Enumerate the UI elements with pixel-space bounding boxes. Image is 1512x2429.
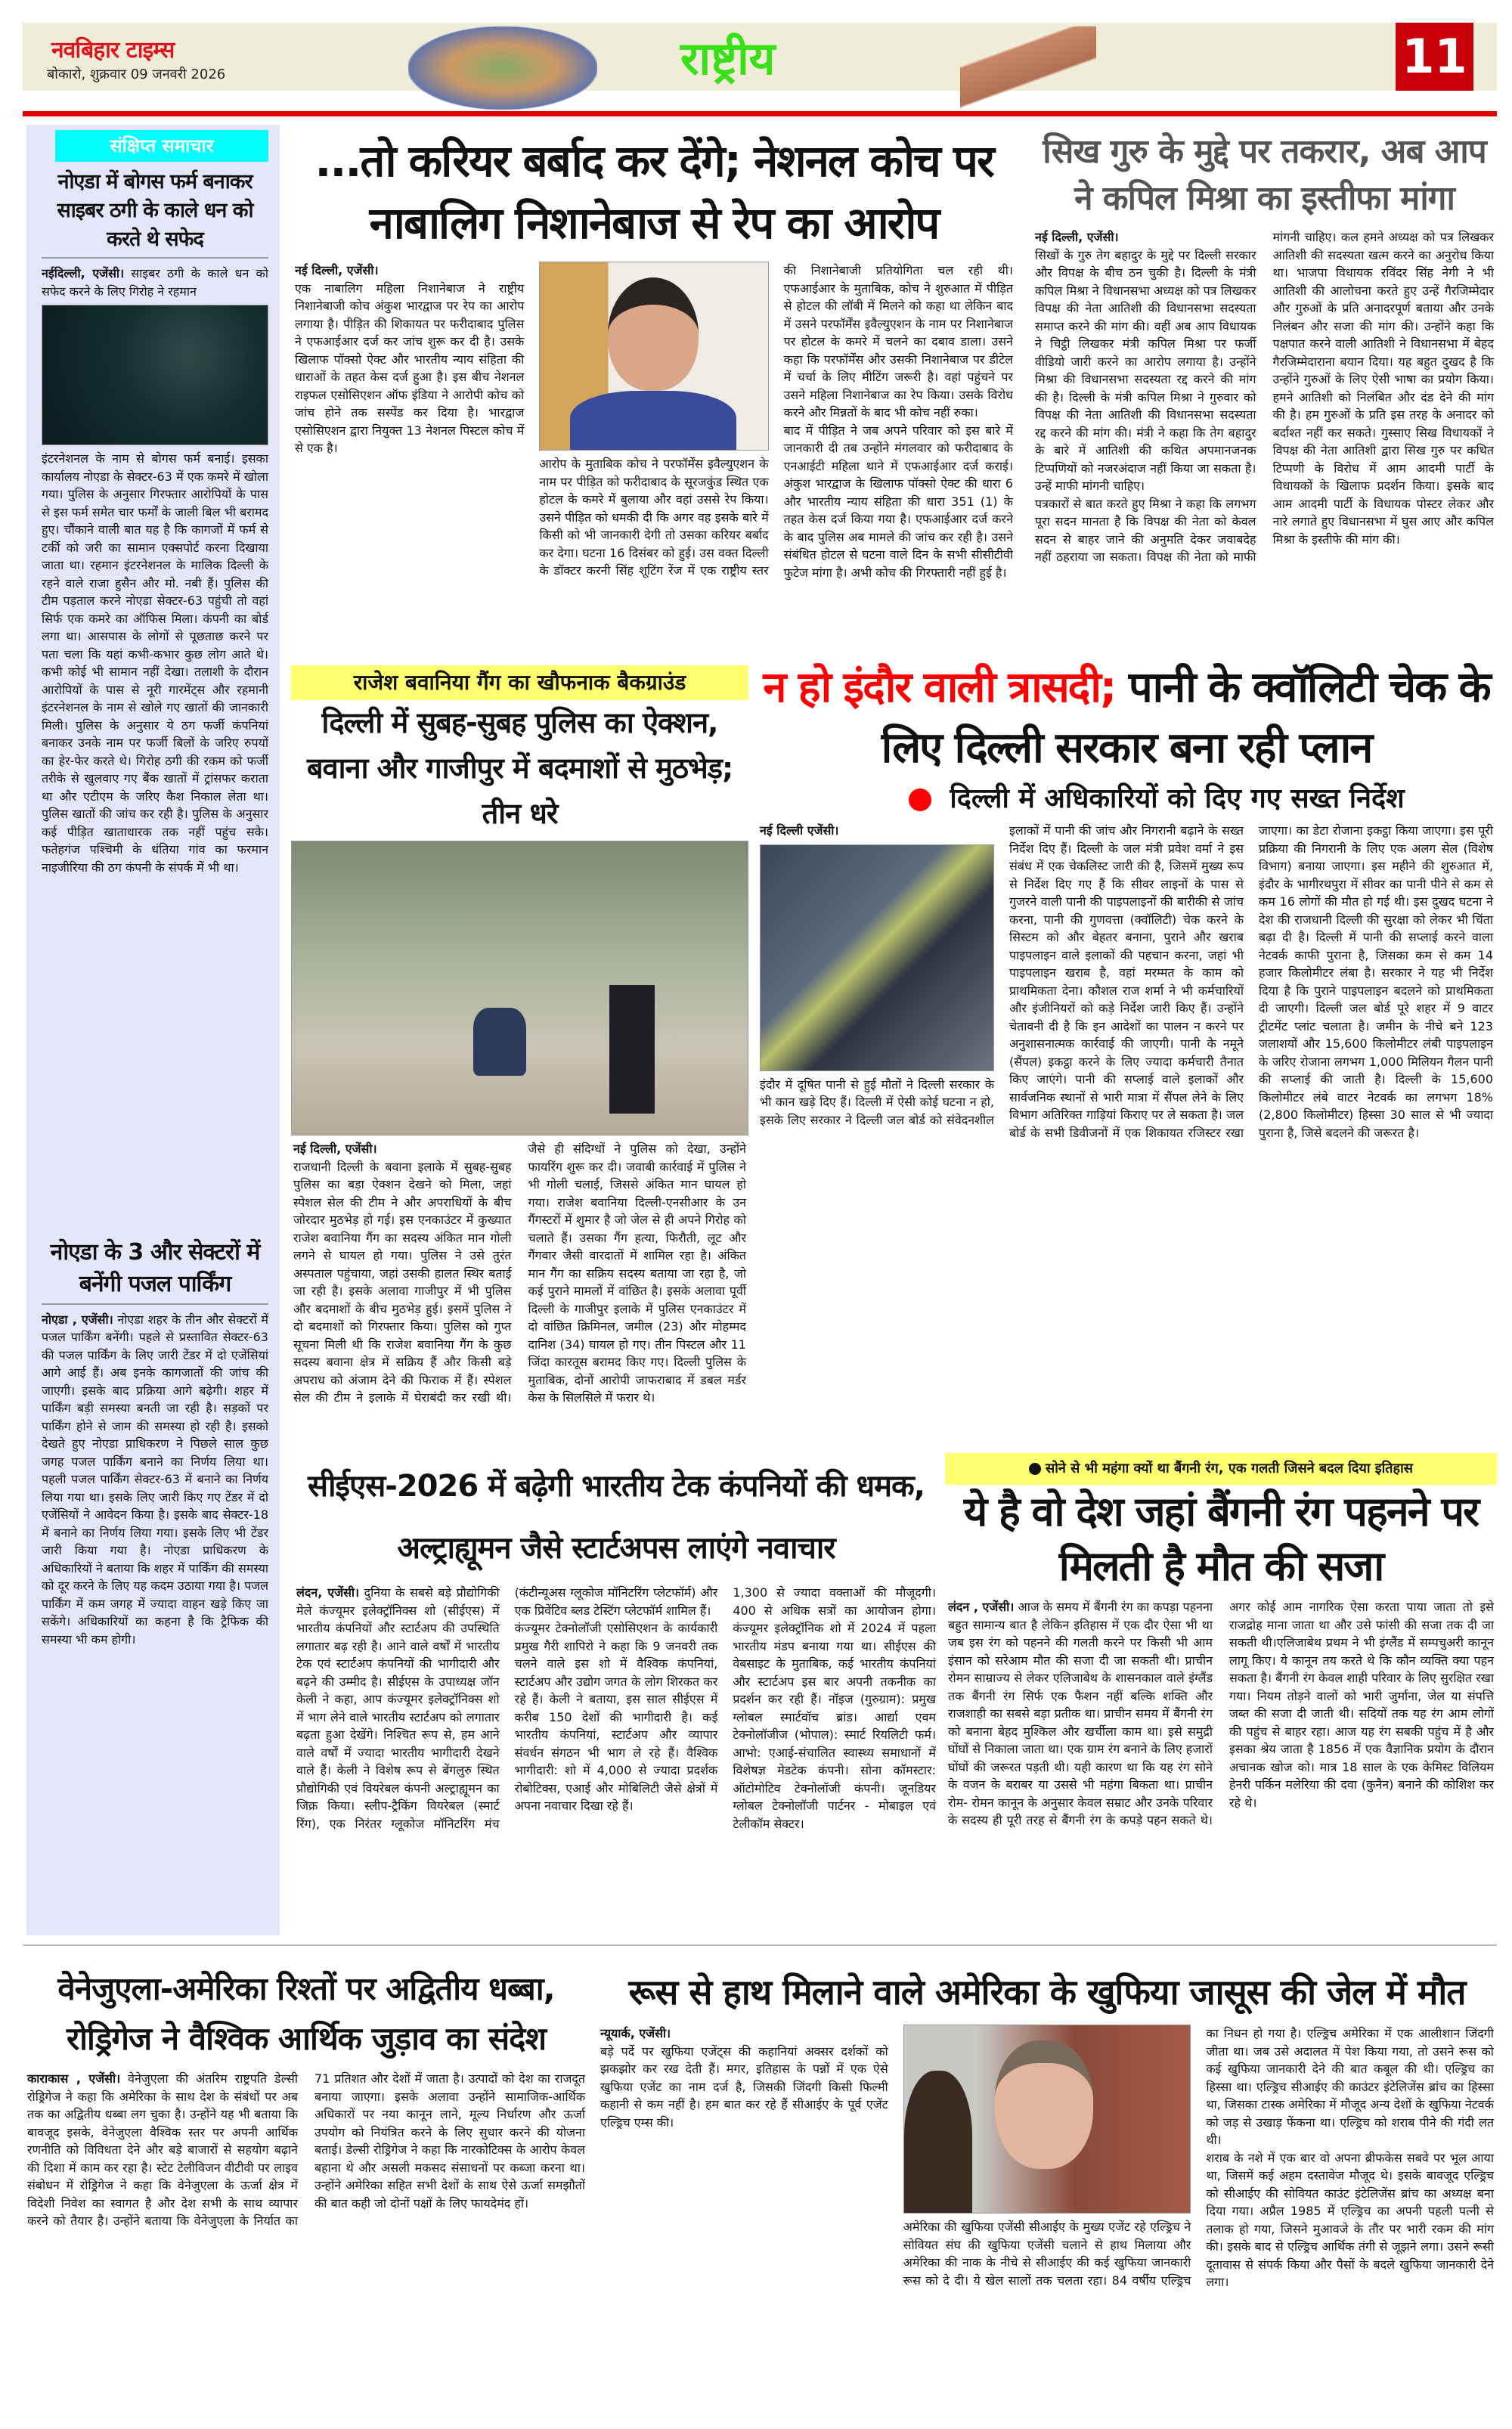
paragraph: शराब के नशे में एक बार वो अपना ब्रीफकेस सबवे पर भूल आया था, जिसमें कई अहम दस्तावेज मौजूद थे। इसके बावजूद एल्ड्रिच को सीआईए की सोवियत काउंट इंटेलिजेंस ब्रांच का अध्यक्ष बना दिया गया। अप्रैल 1985 में एल्ड्रिच का अपनी पहली पत्नी से तलाक हो गया, जिसने मुआवजे के तौर पर भारी रकम की मांग की। इसके बाद से एल्ड्रिच आर्थिक तंगी से जूझने लगा। उसने रूसी दूतावास से संपर्क किया और पैसों के बदले खुफिया जानकारी देने लगा। <box>1206 2150 1494 2289</box>
story-coach-block <box>295 130 1013 584</box>
coach-photo <box>539 262 768 451</box>
story-sikh-block <box>1032 129 1497 650</box>
kicker-text: सोने से भी महंगा क्यों था बैंगनी रंग, एक गलती जिसने बदल दिया इतिहास <box>1046 1461 1413 1476</box>
dateline: नईदिल्ली, एजेंसी। <box>42 266 125 280</box>
headline-spy: रूस से हाथ मिलाने वाले अमेरिका के खुफिया जासूस की जेल में मौत <box>628 1972 1466 2012</box>
story-purple <box>945 1598 1497 1935</box>
story-bawania <box>291 1140 748 1433</box>
story-indore <box>756 822 1497 1436</box>
paragraph: आज के समय में बैंगनी रंग का कपड़ा पहनना बहुत सामान्य बात है लेकिन इतिहास में एक दौर ऐसा भी था जब इस रंग को पहनने की गलती करने पर किसी भी आम इंसान को सरेआम मौत की सजा दी जा सकती थी। प्राचीन रोमन साम्राज्य से लेकर एलिजाबेथ के शासनकाल वाले इंग्लैंड तक बैंगनी रंग सिर्फ एक फैशन नहीं बल्कि शक्ति और राजशाही का सबसे बड़ा प्रतीक था। प्राचीन समय में बैंगनी रंग को बनाना बेहद मुश्किल और खर्चीला काम था। इसे समुद्री घोंघों से निकाला जाता था। एक ग्राम रंग बनाने के लिए हजारों घोंघों की जरूरत पड़ती थी। यही कारण था कि यह रंग सोने के वजन के बराबर या उससे भी महंगा बिकता था। प्राचीन रोम- रोमन कानून के अनुसार केवल सम्राट और उनके परिवार के सदस्य ही पूरी तरह से बैंगनी रंग के कपड़े पहन सकते थे। अगर कोई आम नागरिक ऐसा करता पाया जाता तो इसे राजद्रोह माना जाता था और उसे फांसी की सजा तक दी जा सकती थी।एलिजाबेथ प्रथम ने भी इंग्लैंड में सम्पचुअरी कानून लागू किए। ये कानून तय करते थे कि कौन व्यक्ति क्या पहन सकता है। बैंगनी रंग केवल शाही परिवार के लिए सुरक्षित रखा गया। नियम तोड़ने वालों को भारी जुर्माना, जेल या संपत्ति जब्त की सजा दी जाती थी। सदियों तक यह रंग आम लोगों की पहुंच से बाहर रहा। आज यह रंग सबकी पहुंच में है और इसका श्रेय जाता है 1856 में एक वैज्ञानिक प्रयोग के दौरान अचानक खोज को। मात्र 18 साल के एक केमिस्ट विलियम हेनरी पर्किन मलेरिया की दवा (कुनैन) बनाने की कोशिश कर रहे थे। <box>948 1600 1494 1827</box>
sidebar-headline-parking: नोएडा के 3 और सेक्टरों में बनेंगी पजल पार्किंग <box>50 1238 260 1297</box>
newspaper-brand: नवबिहार टाइम्स <box>51 37 175 64</box>
edition-dateline: बोकारो, शुक्रवार 09 जनवरी 2026 <box>47 67 226 82</box>
paragraph: सिखों के गुरु तेग बहादुर के मुद्दे पर दिल्ली सरकार और विपक्ष के बीच ठन चुकी है। दिल्ली के मंत्री कपिल मिश्रा ने विधानसभा अध्यक्ष को पत्र लिखकर विपक्ष की नेता आतिशी की विधानसभा सदस्यता समाप्त करने की मांग की। वहीं अब आप विधायक ने चिट्ठी लिखकर मंत्री कपिल मिश्रा पर फर्जी वीडियो जारी करने का आरोप लगाया है। उन्होंने मिश्रा की विधानसभा सदस्यता रद्द करने की मांग की है। दिल्ली के मंत्री कपिल मिश्रा ने गुरुवार को विपक्ष की नेता आतिशी की विधानसभा सदस्यता रद्द करने की मांग की। मंत्री ने कहा कि तेग बहादुर के बारे में आतिशी की कथित अपमानजनक टिप्पणियों को नजरअंदाज नहीं किया जा सकता है। उन्हें माफी मांगनी चाहिए। <box>1035 247 1256 493</box>
paragraph: एक नाबालिग महिला निशानेबाज ने राष्ट्रीय निशानेबाजी कोच अंकुश भारद्वाज पर रेप का आरोप लगाया है। पीड़ित की शिकायत पर फरीदाबाद पुलिस ने एफआईआर दर्ज कर जांच शुरू कर दी है। उसके खिलाफ पॉक्सो ऐक्ट और भारतीय न्याय संहिता की धाराओं के तहत केस दर्ज हुआ है। इस बीच नेशनल राइफल एसोसिएशन ऑफ इंडिया ने आरोपी कोच को जांच होने तक सस्पेंड कर दिया है। भारद्वाज एसोसिएशन द्वारा नियुक्त 13 नेशनल पिस्टल कोच में से एक है। <box>295 280 525 455</box>
dateline: नई दिल्ली एजेंसी। <box>760 823 839 838</box>
paragraph: कंज्यूमर टेक्नोलॉजी एसोसिएशन के कार्यकारी प्रमुख गैरी शापिरो ने कहा कि 9 जनवरी तक चलने वाले इस शो में वैश्विक कंपनियां, स्टार्टअप और उद्योग जगत के लोग शिरकत कर रहे हैं। केली ने बताया, इस साल सीईएस में करीब 150 देशों की भागीदारी है। कई भारतीय कंपनियां, स्टार्टअप और व्यापार संवर्धन संगठन भी भाग ले रहे हैं। वैश्विक भागीदारी: शो में 4,000 से ज्यादा प्रदर्शक रोबोटिक्स, एआई और मोबिलिटी जैसे क्षेत्रों में अपना नवाचार दिखा रहे हैं। <box>514 1621 718 1813</box>
dateline: नई दिल्ली, एजेंसी। <box>295 263 379 277</box>
section-title: राष्ट्रीय <box>680 33 776 85</box>
story-venezuela-block <box>23 1964 590 2421</box>
paragraph: दुनिया के सबसे बड़े प्रौद्योगिकी मेले कंज्यूमर इलेक्ट्रॉनिक्स शो (सीईएस) में भारतीय कंपनियों और स्टार्टअप की उपस्थिति लगातार बढ़ रही है। आने वाले वर्षों में भारतीय टेक एवं स्टार्टअप कंपनियों की भागीदारी और बढ़ने की उम्मीद है। सीईएस के उपाध्यक्ष जॉन केली ने कहा, आप कंज्यूमर इलेक्ट्रॉनिक्स शो में भाग लेने वाले भारतीय स्टार्टअप को लगातार बढ़ता हुआ देखेंगे। निश्चित रूप से, हम आने वाले वर्षों में ज्यादा भारतीय भागीदारी देखने वाले हैं। केली ने विशेष रूप से बेंगलुरु स्थित प्रौद्योगिकी एवं वियरेबल कंपनी अल्ट्राह्यूमन का जिक्र किया। स्लीप-ट्रैकिंग वियरेबल (स्मार्ट रिंग), एक निरंतर ग्लूकोज मॉनिटरिंग मंच (कंटीन्यूअस ग्लूकोज मॉनिटरिंग प्लेटफॉर्म) और एक प्रिवेंटिव ब्लड टेस्टिंग प्लेटफॉर्म शामिल हैं। <box>296 1585 718 1831</box>
story-ces <box>295 1584 937 1935</box>
paragraph: बड़े पर्दे पर खुफिया एजेंट्स की कहानियां अक्सर दर्शकों को झकझोर कर रख देती हैं। मगर, इतिहास के पन्नों में एक ऐसे खुफिया एजेंट का नाम दर्ज है, जिसकी जिंदगी किसी फिल्मी कहानी से कम नहीं है। हम बात कर रहे हैं सीआईए के पूर्व एजेंट एल्ड्रिच एम्स की। <box>600 2043 888 2130</box>
headline-indore-black: पानी के क्वॉलिटी चेक के लिए दिल्ली सरकार बना रही प्लान <box>881 663 1490 773</box>
paragraph: आरोप के मुताबिक कोच ने परफॉर्मेंस इवैल्युएशन के नाम पर पीड़ित को फरीदाबाद के सूरजकुंड स्थित एक होटल के कमरे में बुलाया और वहां उससे रेप किया। उसने पीड़ित को धमकी दी कि अगर वह इसके बारे में किसी को भी जानकारी देगी तो उसका करियर बर्बाद कर देगा। घटना 16 दिसंबर को हुई। उस वक्त दिल्ली के डॉक्टर करनी सिंह शूटिंग रेंज में एक राष्ट्रीय स्तर की निशानेबाजी प्रतियोगिता चल रही थी। एफआईआर के मुताबिक, कोच ने शुरुआत में पीड़ित से होटल की लॉबी में मिलने को कहा था लेकिन बाद में उसने परफॉर्मेंस इवैल्युएशन के नाम पर निशानेबाज पर होटल के कमरे में चलने का दबाव डाला। उसने कहा कि परफॉर्मेंस और उसकी निशानेबाज पर डीटेल में चर्चा के लिए मीटिंग जरूरी है। वहां पहुंचने पर उसने महिला निशानेबाज का रेप किया। उसके विरोध करने और मिन्नतों के बाद भी कोच नहीं रुका। <box>539 263 1013 578</box>
story-purple-block <box>945 1453 1497 1935</box>
headline-ces: सीईएस-2026 में बढ़ेगी भारतीय टेक कंपनियों की धमक, अल्ट्राह्यूमन जैसे स्टार्टअपस लाएंगे नवाचार <box>308 1469 925 1566</box>
encounter-scene-photo <box>291 841 748 1135</box>
paragraph: राजधानी दिल्ली के बवाना इलाके में सुबह-सुबह पुलिस का बड़ा ऐक्शन देखने को मिला, जहां स्पेशल सेल की टीम ने और अपराधियों के बीच जोरदार मुठभेड़ हो गई। इस एनकाउंटर में कुख्यात राजेश बवानिया गैंग का सदस्य अंकित मान गोली लगने से घायल हो गया। पुलिस ने उसे तुरंत अस्पताल पहुंचाया, जहां उसकी हालत स्थिर बताई जा रही है। इसके अलावा गाजीपुर में भी पुलिस और बदमाशों के बीच मुठभेड़ हुई। इसमें पुलिस ने दो बदमाशों को गिरफ्तार किया। पुलिस को गुप्त सूचना मिली थी कि राजेश बवानिया गैंग के कुछ सदस्य बवाना क्षेत्र में सक्रिय हैं और किसी बड़े अपराध को अंजाम देने की फिराक में हैं। स्पेशल सेल की टीम ने इलाके में घेराबंदी कर रखी थी। जैसे ही संदिग्धों ने पुलिस को देखा, उन्होंने फायरिंग शुरू कर दी। जवाबी कार्रवाई में पुलिस ने भी गोली चलाई, जिससे अंकित मान घायल हो गया। राजेश बवानिया दिल्ली-एनसीआर के उन गैंगस्टरों में शुमार है जो जेल से ही अपने गिरोह को चलाते हैं। उसका गैंग हत्या, फिरौती, लूट और गैंगवार जैसी वारदातों में शामिल रहा है। अंकित मान गैंग का सक्रिय सदस्य बताया जा रहा है, जो कई पुराने मामलों में वांछित है। इसके अलावा पूर्वी दिल्ली के गाजीपुर इलाके में पुलिस एनकाउंटर में दो वांछित क्रिमिनल, जमील (23) और मोहम्मद दानिश (34) घायल हो गए। तीन पिस्टल और 11 जिंदा कारतूस बरामद किए गए। दिल्ली पुलिस के मुताबिक, दोनों आरोपी जाफराबाद में डबल मर्डर केस के सिलसिले में फरार थे। <box>293 1142 746 1405</box>
hacker-photo <box>42 305 268 445</box>
header-divider <box>23 111 1497 116</box>
sidebar-column <box>42 130 268 1933</box>
sidebar-headline-cyber: नोएडा में बोगस फर्म बनाकर साइबर ठगी के काले धन को करते थे सफेद <box>57 170 253 251</box>
dateline: नई दिल्ली, एजेंसी। <box>1035 230 1119 244</box>
body-text: इंटरनेशनल के नाम से बोगस फर्म बनाई। इसका कार्यालय नोएडा के सेक्टर-63 में एक कमरे में खोला गया। पुलिस के अनुसार गिरफ्तार आरोपियों के पास से इस फर्म समेत चार फर्मों के जाली बिल भी बरामद हुए। चौंकाने वाली बात यह है कि कागजों में फर्म से टर्की को जरी का सामान एक्सपोर्ट करना दिखाया जाता था। रहमान इंटरनेशनल के मालिक दिल्ली के रहने वाले राजा हुसैन और मो. नबी हैं। पुलिस की टीम पड़ताल करने नोएडा सेक्टर-63 पहुंची तो वहां सिर्फ एक कमरे का ऑफिस मिला। कंपनी का बोर्ड लगा था। आसपास के लोगों से पूछताछ करने पर पता चला कि यहां कभी-कभार कुछ लोग आते थे। कभी कोई भी सामान नहीं देखा। तलाशी के दौरान आरोपियों के पास से नूरी गारमेंट्स और रहमानी इंटरनेशनल के नाम से खोले गए खातों की जानकारी मिली। पुलिस के अनुसार ये ठग फर्जी कंपनियां बनाकर उनके नाम पर फर्जी बिलों के जरिए रुपयों का हेर-फेर करते थे। गिरोह ठगी की रकम को फर्जी तरीके से खुलवाए गए बैंक खातों में ट्रांसफर कराता था और एटीएम के जरिए कैश निकाल लेता था। पुलिस खातों की जांच कर रही है। पुलिस के अनुसार कई पीड़ित खाताधारक तक नहीं पहुंच सके। फतेहगंज पश्चिमी के धंतिया गांव का फरमान नाइजीरिया की ठग कंपनी के संपर्क में भी था। <box>42 451 268 875</box>
headline-indore <box>756 658 1497 779</box>
story-coach <box>295 262 1013 584</box>
story-venezuela <box>23 2070 590 2421</box>
paragraph: वेनेजुएला की अंतरिम राष्ट्रपति डेल्सी रोड्रिगेज ने कहा कि अमेरिका के साथ देश के संबंधों पर अब तक का अद्वितीय धब्बा लग चुका है। उन्होंने यह भी बताया कि बावजूद इसके, वेनेजुएला वैश्विक स्तर पर अपनी आर्थिक रणनीति को विविधता देने और बड़े बाजारों से सहयोग बढ़ाने की दिशा में काम कर रहा है। स्टेट टेलीविजन वीटीवी पर लाइव संबोधन में रोड्रिगेज ने कहा कि वेनेजुएला के ऊर्जा क्षेत्र में विदेशी निवेश का स्वागत है और देश सभी के साथ व्यापार करने को तैयार है। उन्होंने बताया कि वेनेजुएला के निर्यात का 71 प्रतिशत और देशों में जाता है। उत्पादों को देश का राजदूत बनाया जाएगा। इसके अलावा उन्होंने सामाजिक-आर्थिक अधिकारों पर नया कानून लाने, मूल्य निर्धारण और ऊर्जा उपयोग को नियंत्रित करने के लिए सुधार करने की योजना बताई। डेल्सी रोड्रिगेज ने कहा कि नारकोटिक्स के आरोप केवल बहाना थे और असली मकसद संसाधनों पर कब्जा करना था। उन्होंने अमेरिका सहित सभी देशों के साथ ऐसे ऊर्जा समझौतों की बात कही जो दोनों पक्षों के लिए फायदेमंद हों। <box>27 2071 585 2228</box>
statue-image <box>960 26 1096 110</box>
dateline: काराकास , एजेंसी। <box>27 2071 121 2086</box>
sidebar-story-parking <box>42 1311 268 1933</box>
brief-news-label: संक्षिप्त समाचार <box>42 130 268 162</box>
story-indore-block <box>756 658 1497 1436</box>
lead-text: साइबर ठगी के काले धन को सफेद करने के लिए गिरोह ने रहमान <box>42 266 268 299</box>
body-text: नोएडा शहर के तीन और सेक्टरों में पजल पार्किंग बनेंगी। पहले से प्रस्तावित सेक्टर-63 की पजल पार्किंग के लिए जारी टेंडर में दो एजेंसियां आगे आई हैं। अब इनके कागजातों की जांच की जाएगी। इसके बाद प्रक्रिया आगे बढ़ेगी। शहर में पार्किंग बड़ी समस्या बनती जा रही है। सड़कों पर पार्किंग होने से जाम की समस्या हो रही है। इसको देखते हुए नोएडा प्राधिकरण ने पिछले साल कुछ जगह पजल पार्किंग बनाने का निर्णय लिया था। पहली पजल पार्किंग सेक्टर-63 में बनाने का निर्णय लिया गया था। इसके लिए जारी किए गए टेंडर में दो एजेंसियों ने आवेदन किया है। इसके बाद सेक्टर-18 में बनाने का निर्णय लिया गया। इसके लिए भी टेंडर जारी किया गया है। नोएडा प्राधिकरण के अधिकारियों ने बताया कि शहर में पार्किंग की समस्या को दूर करने के लिए यह कदम उठाया गया है। पजल पार्किंग में कम जगह में ज्यादा वाहन खड़े किए जा सकेंगे। अधिकारियों का कहना है कि ट्रैफिक की समस्या भी कम होगी। <box>42 1312 268 1647</box>
story-ces-block <box>295 1455 937 1935</box>
divider <box>42 257 268 259</box>
headline-venezuela: वेनेजुएला-अमेरिका रिश्तों पर अद्वितीय धब्बा, रोड्रिगेज ने वैश्विक आर्थिक जुड़ाव का संदेश <box>57 1970 555 2057</box>
story-spy-block <box>597 1966 1497 2421</box>
kicker-bawania: राजेश बवानिया गैंग का खौफनाक बैकग्राउंड <box>291 665 748 700</box>
subhead-indore <box>756 779 1497 816</box>
story-bawania-block <box>291 665 748 1433</box>
page-number: 11 <box>1396 23 1473 91</box>
paragraph: पत्रकारों से बात करते हुए मिश्रा ने कहा कि लगभग पूरा सदन मानता है कि विपक्ष की नेता को केवल सदन से बाहर जाने की अनुमति देकर जवाबदेह नहीं ठहराया जा सकता। विपक्ष की नेता को माफी मांगनी चाहिए। कल हमने अध्यक्ष को पत्र लिखकर आतिशी की सदस्यता खत्म करने का अनुरोध किया था। भाजपा विधायक रविंदर सिंह नेगी ने भी आतिशी की आलोचना करते हुए उन्हें गैरजिम्मेदार और गुरुओं के प्रति अनादरपूर्ण बताया और उनके निलंबन और सजा की मांग की। उन्होंने कहा कि पक्षपात करने वाली आतिशी ने विधानसभा में बेहद गैरजिम्मेदाराना बयान दिया। यह बहुत दुखद है कि उन्होंने गुरुओं के लिए ऐसी भाषा का प्रयोग किया। हमने आतिशी को निलंबित और दंड देने की मांग की है। हम गुरुओं के प्रति इस तरह के अनादर को बर्दाश्त नहीं कर सकते। गुस्साए सिख विधायकों ने विपक्ष की नेता आतिशी द्वारा सिख गुरु पर कथित टिप्पणी के विरोध में आम आदमी पार्टी के विधायकों के खिलाफ प्रदर्शन किया। इसके बाद आम आदमी पार्टी के विधायक पोस्टर लेकर और नारे लगाते हुए विधानसभा में घुस आए और कपिल मिश्रा के इस्तीफे की मांग की। <box>1035 230 1494 564</box>
headline-sikh: सिख गुरु के मुद्दे पर तकरार, अब आप ने कपिल मिश्रा का इस्तीफा मांगा <box>1043 132 1486 218</box>
dateline: लंदन , एजेंसी। <box>948 1600 1015 1614</box>
dateline: नोएडा , एजेंसी। <box>42 1312 113 1327</box>
headline-bawania: दिल्ली में सुबह-सुबह पुलिस का ऐक्शन, बवाना और गाजीपुर में बदमाशों से मुठभेड़; तीन धरे <box>306 706 733 830</box>
state-map-collage-image <box>408 26 597 110</box>
story-sikh <box>1032 228 1497 650</box>
paragraph: इंदौर में दूषित पानी से हुई मौतों ने दिल्ली सरकार के भी कान खड़े दिए हैं। दिल्ली में ऐसी कोई घटना न हो, इसके लिए सरकार ने दिल्ली जल बोर्ड को संवेदनशील इलाकों में पानी की जांच और निगरानी बढ़ाने के सख्त निर्देश दिए हैं। दिल्ली के जल मंत्री प्रवेश वर्मा ने इस संबंध में एक चेकलिस्ट जारी की है, जिसमें मुख्य रूप से निर्देश दिए गए हैं कि सीवर लाइनों के पास से गुजरने वाली पानी की पाइपलाइनों की बारीकी से जांच करना, पानी की गुणवत्ता (क्वॉलिटी) चेक करने के सिस्टम को और बेहतर बनाना, पुराने और खराब पाइपलाइन वाले इलाकों की पहचान करना, जहां भी पाइपलाइन खराब है, वहां मरम्मत के काम को प्राथमिकता देना। कौशल राज शर्मा ने भी कर्मचारियों और इंजीनियरों को कड़े निर्देश जारी किए हैं। उन्होंने चेतावनी दी है कि इन आदेशों का पालन न करने पर अनुशासनात्मक कार्रवाई की जाएगी। पानी के नमूने (सैंपल) इकट्ठा करने के लिए ज्यादा कर्मचारी तैनात किए जाएंगे। पानी की सप्लाई वाले इलाकों और सार्वजनिक स्थानों से भारी मात्रा में सैंपल लेने के लिए विभाग अतिरिक्त गाड़ियां किराए पर ले सकता है। जल बोर्ड के सभी डिवीजनों में एक शिकायत रजिस्टर रखा जाएगा। का डेटा रोजाना इकट्ठा किया जाएगा। इस पूरी प्रक्रिया की निगरानी के लिए एक अलग सेल (विशेष विभाग) बनाया जाएगा। इस महीने की शुरुआत में, इंदौर के भागीरथपुरा में सीवर का पानी पीने से कम से कम 16 लोगों की मौत हो गई थी। इस दुखद घटना ने देश की राजधानी दिल्ली की सुरक्षा को लेकर भी चिंता बढ़ा दी है। दिल्ली में पानी की सप्लाई करने वाला नेटवर्क काफी पुराना है, जिसका कम से कम 14 हजार किलोमीटर लंबा है। सरकार ने यह भी निर्देश दिया है कि पुराने पाइपलाइन बदलने को प्राथमिकता दी जाएगी। दिल्ली जल बोर्ड पूरे शहर में 9 वाटर ट्रीटमेंट प्लांट चलाता है। जमीन के नीचे बने 123 जलाशयों और 15,600 किलोमीटर लंबी पाइपलाइन के जरिए रोजाना लगभग 1,000 मिलियन गैलन पानी की सप्लाई की जाती है। दिल्ली के 15,600 किलोमीटर लंबे वाटर नेटवर्क का लगभग 18% (2,800 किलोमीटर) हिस्सा 30 साल से भी ज्यादा पुराना है, जिसे बदलने की जरूरत है। <box>760 823 1493 1140</box>
headline-coach: ...तो करियर बर्बाद कर देंगे; नेशनल कोच पर नाबालिग निशानेबाज से रेप का आरोप <box>314 135 993 249</box>
water-plant-photo-1 <box>760 844 994 1071</box>
divider <box>23 1944 1497 1946</box>
sidebar-story-cyber <box>42 265 268 1232</box>
headline-purple: ये है वो देश जहां बैंगनी रंग पहनने पर मिलती है मौत की सजा <box>963 1488 1479 1590</box>
spy-photo <box>903 2025 1191 2214</box>
paragraph: 1,300 से ज्यादा वक्ताओं की मौजूदगी। 400 से अधिक सत्रों का आयोजन होगा। कंज्यूमर इलेक्ट्रॉनिक शो में 2024 में पहला भारतीय मंडप बनाया गया था। सीईएस की वेबसाइट के मुताबिक, कई भारतीय कंपनियां और स्टार्टअप इस बार अपनी तकनीक का प्रदर्शन कर रही हैं। नॉइज (गुरुग्राम): प्रमुख ग्लोबल स्मार्टवॉच ब्रांड। आर्द्या एवम टेक्नोलॉजीज (भोपाल): स्मार्ट रियलिटी फर्म। आभो: एआई-संचालित स्वास्थ्य समाधानों में विशेषज्ञ मेडटेक कंपनी। सोना कॉमस्टार: ऑटोमोटिव टेक्नोलॉजी कंपनी। जूनडियर ग्लोबल टेक्नोलॉजी पार्टनर - मोबाइल एवं टेलीकॉम सेक्टर। <box>733 1585 936 1831</box>
divider <box>42 1303 268 1305</box>
dateline: लंदन, एजेंसी। <box>296 1585 360 1600</box>
bullet-icon <box>1029 1463 1041 1475</box>
headline-indore-red: न हो इंदौर वाली त्रासदी; <box>763 663 1116 712</box>
kicker-purple <box>945 1453 1497 1485</box>
paragraph: बाद में पीड़ित ने जब अपने परिवार को इस बारे में जानकारी दी तब उन्होंने मंगलवार को फरीदाबाद के एनआईटी महिला थाने में एफआईआर दर्ज कराई। अंकुश भारद्वाज के खिलाफ पॉक्सो ऐक्ट की धारा 6 और भारतीय न्याय संहिता की धारा 351 (1) के तहत केस दर्ज किया गया है। एफआईआर दर्ज करने के बाद पुलिस अब मामले की जांच कर रही है। उसने संबंधित होटल से घटना वाले दिन के सभी सीसीटीवी फुटेज मांगा है। अभी कोच की गिरफ्तारी नहीं हुई है। <box>783 423 1013 580</box>
bullet-icon <box>909 788 931 811</box>
dateline: न्यूयार्क, एजेंसी। <box>600 2026 671 2040</box>
dateline: नई दिल्ली, एजेंसी। <box>293 1142 377 1156</box>
subhead-text: दिल्ली में अधिकारियों को दिए गए सख्त निर्देश <box>950 783 1405 814</box>
story-spy <box>597 2025 1497 2421</box>
paragraph: अमेरिका की खुफिया एजेंसी सीआईए के मुख्य एजेंट रहे एल्ड्रिच ने सोवियत संघ की खुफिया एजेंसी चलाने से हाथ मिलाया और अमेरिका की नाक के नीचे से सीआईए की कई खुफिया जानकारी रूस को दे दी। ये खेल सालों तक चलता रहा। 84 वर्षीय एल्ड्रिच का निधन हो गया है। एल्ड्रिच अमेरिका में एक आलीशान जिंदगी जीता था। जब उसे अदालत में पेश किया गया, तो उसने रूस को कई खुफिया जानकारी देने की बात कबूल की थी। एल्ड्रिच का हिस्सा था। एल्ड्रिच सीआईए की काउंटर इंटेलिजेंस ब्रांच का हिस्सा था, जिसका टास्क अमेरिका में मौजूद अन्य देशों के खुफिया नेटवर्क को जड़ से उखाड़ फेंकना था। एल्ड्रिच को शराब पीने की गंदी लत थी। <box>903 2026 1494 2288</box>
